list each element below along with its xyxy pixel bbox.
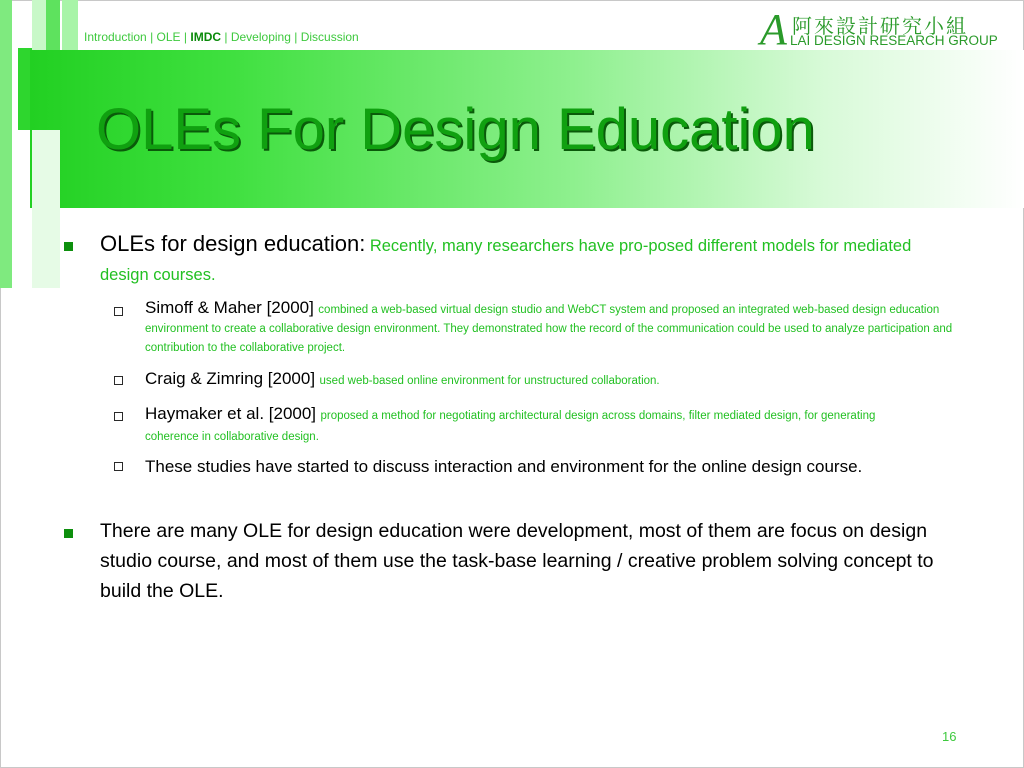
sub-bullet-lead: Haymaker et al. [2000] [145,404,317,423]
sub-bullet-item [145,404,925,447]
nav-item-introduction[interactable]: Introduction [84,30,147,44]
nav-item-imdc[interactable]: IMDC [190,30,222,44]
logo-mark: A [760,5,787,54]
page-number: 16 [942,729,957,744]
sub-bullet-marker [114,376,123,385]
sub-bullet-detail: used web-based online environment for unstructured collaboration. [319,375,660,387]
bullet-detail: Recently, many researchers have pro-posed different models for mediated design courses. [100,237,912,284]
group-logo [760,5,1005,54]
sub-bullet-marker [114,412,123,421]
nav-separator: | [294,30,298,44]
sub-bullet-lead: These studies have started to discuss interaction and environment for the online design course. [145,457,863,476]
logo-chinese-name: 阿來設計研究小組 [792,16,968,38]
section-nav [84,30,359,44]
nav-separator: | [224,30,228,44]
bullet-lead: There are many OLE for design education were development, most of them are focus on design studio course, and most of them use the task-base learning / creative problem solving concept to build the OLE. [100,520,934,602]
logo-english-name: LAI DESIGN RESEARCH GROUP [790,33,998,48]
sub-bullet-lead: Simoff & Maher [2000] [145,298,314,317]
decor-bar-6 [32,130,60,288]
sub-bullet-item [145,299,965,357]
bullet-marker [64,529,73,538]
nav-item-discussion[interactable]: Discussion [300,30,359,44]
nav-item-developing[interactable]: Developing [230,30,291,44]
sub-bullet-marker [114,462,123,471]
slide-title: OLEs For Design Education [96,97,815,162]
sub-bullet-detail: proposed a method for negotiating architectural design across domains, filter mediated design, for generating coherence in collaborative design. [145,410,876,443]
nav-separator: | [150,30,154,44]
nav-separator: | [183,30,188,44]
bullet-item [100,517,970,607]
sub-bullet-marker [114,307,123,316]
sub-bullet-item [145,368,965,392]
bullet-marker [64,242,73,251]
decor-bar-1 [0,0,12,288]
sub-bullet-item [145,454,945,480]
bullet-item [100,230,940,290]
sub-bullet-detail: combined a web-based virtual design studio and WebCT system and proposed an integrated web-based design education environment to create a collaborative design environment. They demonstrated how the record of the communication could be used to analyze participation and contribution to the collaborative project. [145,304,953,354]
bullet-lead: OLEs for design education: [100,231,366,256]
sub-bullet-lead: Craig & Zimring [2000] [145,369,316,388]
nav-item-ole[interactable]: OLE [156,30,181,44]
